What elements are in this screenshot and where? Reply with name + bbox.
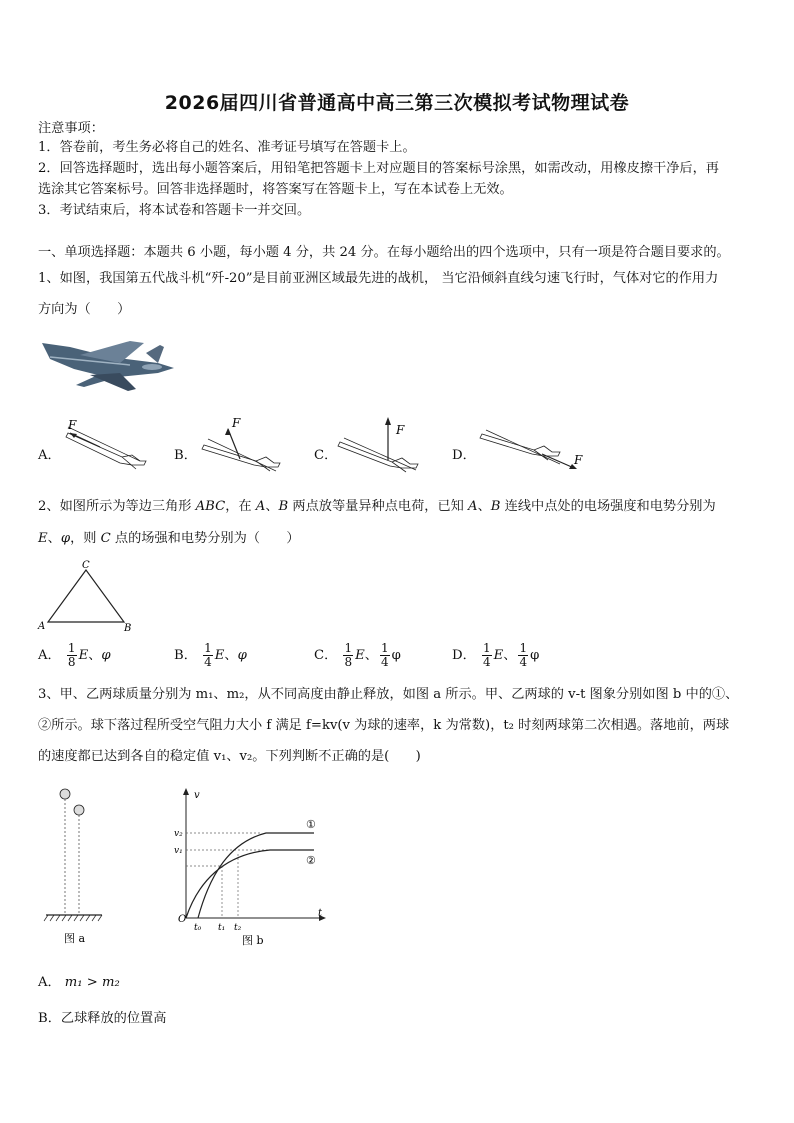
t2-label: t₂: [234, 923, 242, 933]
q3-stem-line1: 3、甲、乙两球质量分别为 m₁、m₂，从不同高度由静止释放，如图 a 所示。甲、乙两球的 v-t 图象分别如图 b 中的①、: [38, 687, 739, 702]
force-label: F: [68, 418, 77, 432]
ball-jia: [60, 789, 70, 799]
q1-option-c-label: C．: [314, 448, 338, 463]
vertex-a-label: A: [38, 621, 46, 632]
force-label: F: [574, 453, 583, 467]
notice-item-2-cont: 选涂其它答案标号。回答非选择题时，将答案写在答题卡上，写在本试卷上无效。: [38, 182, 513, 197]
page-title: 2026届四川省普通高中高三第三次模拟考试物理试卷: [164, 92, 630, 114]
vertex-b-label: B: [124, 623, 132, 634]
figure-b-vt-graph: [170, 784, 330, 950]
t0-label: t₀: [194, 923, 202, 933]
origin-label: O: [178, 914, 187, 925]
notice-item-2: 2．回答选择题时，选出每小题答案后，用铅笔把答题卡上对应题目的答案标号涂黑，如需改动，用橡皮擦干净后，再: [38, 161, 719, 176]
figure-b-caption: 图 b: [242, 934, 264, 947]
q2-stem-line2: E、φ，则 C 点的场强和电势分别为（ ）: [38, 531, 300, 546]
t1-label: t₁: [218, 923, 226, 933]
q3-stem-line3: 的速度都已达到各自的稳定值 v₁、v₂。下列判断不正确的是( ): [38, 749, 421, 764]
q3-option-a: A． m₁ > m₂: [38, 975, 120, 990]
q1-option-a-label: A．: [38, 448, 61, 463]
curve-1: [198, 833, 314, 918]
notice-item-1: 1．答卷前，考生务必将自己的姓名、准考证号填写在答题卡上。: [38, 140, 416, 155]
q1-option-d-label: D．: [452, 448, 476, 463]
q1-option-b-diagram: [198, 415, 288, 477]
notice-heading: 注意事项：: [38, 121, 104, 136]
section-heading: 一、单项选择题：本题共 6 小题，每小题 4 分，共 24 分。在每小题给出的四个选项中，只有一项是符合题目要求的。: [38, 245, 730, 260]
curve-2-label: ②: [306, 854, 316, 867]
q1-stem-line1: 1、如图，我国第五代战斗机“歼-20”是目前亚洲区域最先进的战机， 当它沿倾斜直线匀速飞行时，气体对它的作用力: [38, 271, 719, 286]
q2-option-b: B． $\frac{1}{4}$ E、φ: [174, 641, 247, 669]
q2-stem-line1: 2、如图所示为等边三角形 ABC，在 A、B 两点放等量异种点电荷，已知 A、B 连线中点处的电场强度和电势分别为: [38, 499, 716, 514]
v1-label: v₁: [174, 846, 183, 856]
force-label: F: [396, 423, 405, 437]
notice-item-3: 3．考试结束后，将本试卷和答题卡一并交回。: [38, 203, 311, 218]
q3-option-b: B．乙球释放的位置高: [38, 1011, 167, 1026]
v2-label: v₂: [174, 829, 183, 839]
force-label: F: [232, 416, 241, 430]
axis-t-label: t: [318, 908, 323, 919]
figure-a-caption: 图 a: [64, 932, 86, 945]
q1-option-b-label: B．: [174, 448, 197, 463]
figure-a-drop-diagram: [40, 782, 120, 950]
q1-option-a-diagram: [60, 415, 156, 477]
q2-option-c: C． $\frac{1}{8}$ E、 $\frac{1}{4}$ φ: [314, 641, 401, 669]
ball-yi: [74, 805, 84, 815]
triangle-abc-diagram: [36, 558, 136, 634]
q2-option-a: A． $\frac{1}{8}$ E、φ: [38, 641, 111, 669]
q2-option-d: D． $\frac{1}{4}$ E、 $\frac{1}{4}$ φ: [452, 641, 540, 669]
q3-stem-line2: ②所示。球下落过程所受空气阻力大小 f 满足 f=kv(v 为球的速率，k 为常数)，t₂ 时刻两球第二次相遇。落地前，两球: [38, 718, 730, 733]
q1-option-d-diagram: [478, 420, 588, 478]
q1-option-c-diagram: [336, 412, 432, 478]
vertex-c-label: C: [82, 560, 90, 571]
curve-1-label: ①: [306, 818, 316, 831]
curve-2: [186, 850, 314, 918]
fighter-jet-photo: [40, 335, 180, 395]
q1-stem-line2: 方向为（ ）: [38, 302, 131, 317]
axis-v-label: v: [194, 790, 200, 801]
